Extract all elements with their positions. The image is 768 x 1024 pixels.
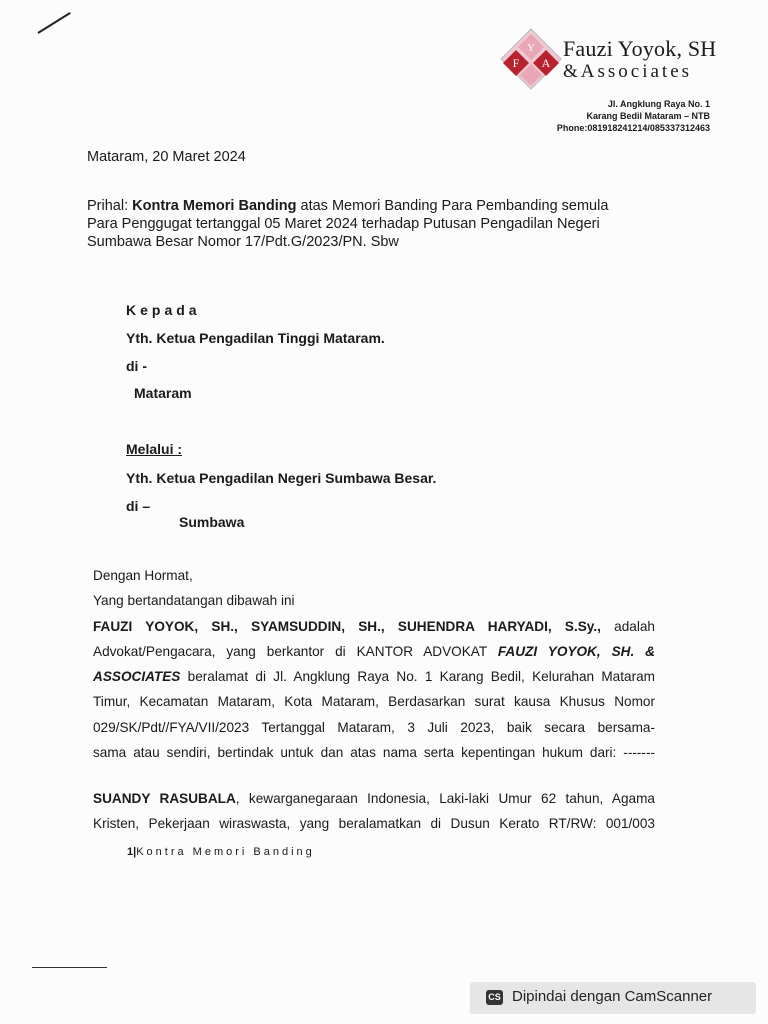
client-paragraph	[93, 786, 655, 837]
intro-line: Yang bertandatangan dibawah ini	[93, 593, 295, 609]
date-line: Mataram, 20 Maret 2024	[87, 149, 246, 165]
page-number: 1	[127, 846, 134, 858]
bottom-rule	[32, 967, 107, 968]
place-2: Sumbawa	[179, 514, 245, 530]
addressee-1: Yth. Ketua Pengadilan Tinggi Mataram.	[126, 330, 385, 346]
subject-line-1	[87, 198, 608, 214]
place-1: Mataram	[134, 385, 192, 401]
kepada-heading: Kepada	[126, 302, 201, 318]
client-line-1: SUANDY RASUBALA, kewarganegaraan Indonesia, Laki-laki Umur 62 tahun, Agama	[93, 791, 655, 806]
page-footer	[127, 846, 315, 858]
greeting: Dengan Hormat,	[93, 568, 193, 583]
firm-ref-2: ASSOCIATES	[93, 669, 181, 685]
body-line-5: Timur, Kecamatan Mataram, Kota Mataram, Berdasarkan surat kausa Khusus Nomor	[93, 694, 655, 710]
names-line: FAUZI YOYOK, SH., SYAMSUDDIN, SH., SUHENDRA HARYADI, S.Sy., adalah	[93, 618, 655, 634]
camscanner-badge	[470, 982, 756, 1014]
firm-name: Fauzi Yoyok, SH	[563, 36, 717, 61]
address-line-2: Karang Bedil Mataram – NTB	[586, 111, 710, 121]
subject-line-2: Para Penggugat tertanggal 05 Maret 2024 terhadap Putusan Pengadilan Negeri	[87, 216, 600, 232]
firm-ref: FAUZI YOYOK, SH. &	[497, 643, 655, 659]
body-paragraph	[93, 563, 655, 765]
subject-line-3: Sumbawa Besar Nomor 17/Pdt.G/2023/PN. Sbw	[87, 234, 399, 250]
footer-label: Kontra Memori Banding	[136, 846, 315, 858]
body-line-3: Advokat/Pengacara, yang berkantor di KANTOR ADVOKAT FAUZI YOYOK, SH. &	[93, 643, 655, 659]
logo-letter-a: A	[541, 56, 551, 70]
address-line-1: Jl. Angklung Raya No. 1	[607, 99, 710, 109]
firm-logo-icon	[500, 28, 562, 90]
subject-rest: atas Memori Banding Para Pembanding semula	[296, 198, 609, 214]
logo-letter-f: F	[512, 56, 520, 70]
body-line-4: ASSOCIATES beralamat di Jl. Angklung Raya No. 1 Karang Bedil, Kelurahan Mataram	[93, 669, 655, 685]
di-2: di –	[126, 498, 151, 514]
subject-title: Kontra Memori Banding	[132, 198, 297, 214]
advocate-names: FAUZI YOYOK, SH., SYAMSUDDIN, SH., SUHENDRA HARYADI, S.Sy.,	[93, 618, 601, 634]
phone-line: Phone:081918241214/085337312463	[556, 123, 710, 133]
addressee-2: Yth. Ketua Pengadilan Negeri Sumbawa Besar.	[126, 470, 437, 486]
firm-suffix: &Associates	[563, 61, 693, 82]
client-line-2: Kristen, Pekerjaan wiraswasta, yang beralamatkan di Dusun Kerato RT/RW: 001/003	[93, 816, 655, 832]
subject-prefix: Prihal:	[87, 198, 133, 214]
pen-mark	[37, 12, 70, 34]
body-line-6: 029/SK/Pdt//FYA/VII/2023 Tertanggal Mataram, 3 Juli 2023, baik secara bersama-	[93, 719, 655, 735]
body-line-7: sama atau sendiri, bertindak untuk dan atas nama serta kepentingan hukum dari: -------	[93, 745, 655, 761]
camscanner-text: Dipindai dengan CamScanner	[512, 988, 713, 1005]
client-name: SUANDY RASUBALA	[93, 791, 236, 806]
di-1: di -	[126, 358, 147, 374]
footer-separator: |	[133, 846, 137, 858]
camscanner-icon: CS	[486, 990, 503, 1005]
melalui-heading: Melalui :	[126, 441, 183, 457]
logo-letter-y: Y	[527, 42, 535, 54]
